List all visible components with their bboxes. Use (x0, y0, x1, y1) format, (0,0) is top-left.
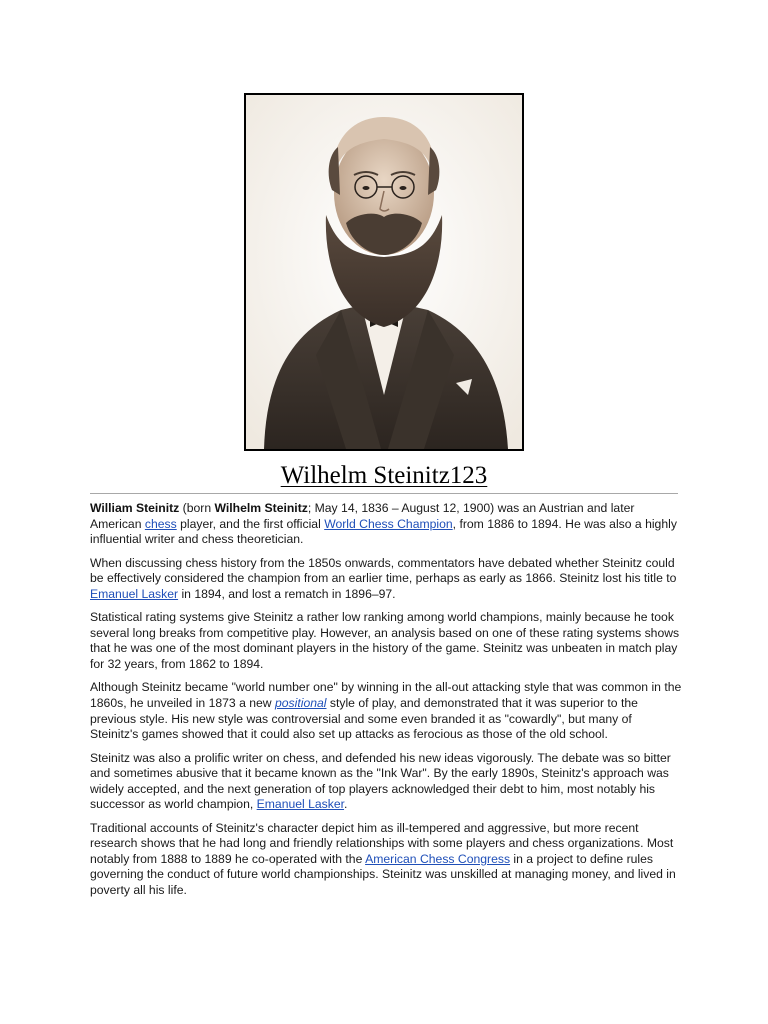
link-emanuel-lasker[interactable]: Emanuel Lasker (90, 586, 179, 601)
page-title: Wilhelm Steinitz123 (280, 462, 488, 489)
bold-birth-name: Wilhelm Steinitz (214, 501, 308, 515)
text-span: ; May 14, 1836 – August 12, 1900) was an Austrian and later American (90, 501, 635, 531)
text-span: Traditional accounts of Steinitz's character depict him as ill-tempered and aggressive, but more recent research shows that he had long and friendly relationships with some players and chess organizations. Most notably from 1888 to 1889 he co-operated with the (90, 820, 674, 866)
paragraph-2 (90, 556, 682, 603)
link-emanuel-lasker[interactable]: Emanuel Lasker (256, 797, 345, 812)
link-world-chess-champion[interactable]: World Chess Champion (324, 516, 453, 531)
text-span: player, and the first official (176, 516, 325, 531)
text-span: style of play, and demonstrated that it was superior to the previous style. His new style was controversial and some even branded it as "cowardly", but many of Steinitz's games showed that it could also set up attacks as ferocious as those of the old school. (90, 695, 638, 742)
portrait-photo (244, 93, 524, 451)
text-span: , from 1886 to 1894. He was also a highly influential writer and chess theoretician. (90, 516, 677, 547)
paragraph-6 (90, 821, 682, 899)
link-american-chess-congress[interactable]: American Chess Congress (365, 851, 511, 866)
text-span: When discussing chess history from the 1850s onwards, commentators have debated whether Steinitz could be effectively considered the champion from an earlier time, perhaps as early as 1866. Steinitz lost his title to (90, 555, 677, 586)
bold-name: William Steinitz (90, 501, 180, 515)
text-span: (born (179, 501, 215, 515)
text-span: . (344, 797, 348, 812)
text-span: in a project to define rules governing the conduct of future world championships. Steinitz was unskilled at managing money, and lived in poverty all his life. (90, 851, 676, 898)
title-divider (90, 493, 678, 494)
portrait-photo-icon (246, 95, 522, 449)
link-chess[interactable]: chess (144, 516, 177, 531)
text-span: Statistical rating systems give Steinitz a rather low ranking among world champions, mainly because he took several long breaks from competitive play. However, an analysis based on one of these rating systems shows that he was one of the most dominant players in the history of the game. Steinitz was unbeaten in match play for 32 years, from 1862 to 1894. (90, 610, 680, 671)
paragraph-1 (90, 501, 682, 548)
text-span: in 1894, and lost a rematch in 1896–97. (178, 586, 396, 601)
paragraph-4 (90, 680, 682, 742)
paragraph-5 (90, 751, 682, 813)
link-positional[interactable]: positional (275, 695, 327, 710)
paragraph-3 (90, 610, 682, 672)
text-span: Although Steinitz became "world number one" by winning in the all-out attacking style that was common in the 1860s, he unveiled in 1873 a new (90, 680, 682, 710)
article-body (90, 501, 682, 906)
text-span: Steinitz was also a prolific writer on chess, and defended his new ideas vigorously. The debate was so bitter and sometimes abusive that it became known as the "Ink War". By the early 1890s, Steinitz's approach was widely accepted, and the next generation of top players acknowledged their debt to him, most notably his successor as world champion, (90, 750, 671, 812)
